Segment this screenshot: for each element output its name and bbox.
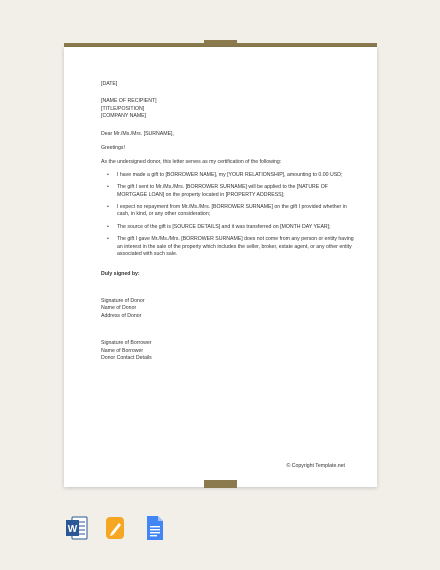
recipient-company: [COMPANY NAME]	[101, 113, 147, 120]
recipient-title: [TITLE/POSITION]	[101, 105, 145, 112]
intro-paragraph: As the undersigned donor, this letter serves as my certification of the following:	[101, 159, 282, 166]
list-item: • I expect no repayment from Mr./Ms./Mrs. [BORROWER SURNAME] on the gift I provided whether in cash, in kind, or any other consideration;	[107, 204, 347, 218]
list-item: • The gift I sent to Mr./Ms./Mrs. [BORROWER SURNAME] will be applied to the [NATURE OF MORTGAGE LOAN] on the property located in [PROPERTY ADDRESS];	[107, 184, 328, 198]
borrower-contact: Donor Contact Details	[101, 354, 152, 361]
borrower-name: Name of Borrower	[101, 347, 144, 354]
copyright-text: © Copyright Template.net	[286, 463, 345, 469]
salutation: Dear Mr./Ms./Mrs. [SURNAME],	[101, 130, 174, 137]
bullet-icon: •	[107, 223, 109, 230]
bullet-icon: •	[107, 236, 109, 243]
duly-signed-heading: Duly signed by:	[101, 270, 140, 277]
list-item: • The gift I gave Mr./Ms./Mrs. [BORROWER SURNAME] does not come from any person or entity having an interest in the sale of the property which includes the seller, broker, estate agent, or any other entity associated with such sale.	[107, 236, 354, 258]
letter-body	[101, 81, 357, 362]
greeting: Greetings!	[101, 145, 125, 152]
google-docs-icon[interactable]	[144, 515, 166, 541]
donor-signature: Signature of Donor	[101, 297, 145, 304]
word-letter: W	[67, 524, 78, 535]
word-icon[interactable]	[66, 515, 88, 541]
list-item: • I have made a gift to [BORROWER NAME], my [YOUR RELATIONSHIP], amounting to 0.00 USD;	[107, 171, 343, 178]
letter-date: [DATE]	[101, 81, 118, 87]
donor-address: Address of Donor	[101, 312, 142, 319]
bullet-icon: •	[107, 184, 109, 191]
document-page	[64, 47, 377, 487]
recipient-name: [NAME OF RECIPIENT]	[101, 98, 157, 105]
bullet-icon: •	[107, 171, 109, 178]
pages-icon[interactable]	[104, 515, 126, 541]
certification-list	[101, 172, 357, 259]
donor-name: Name of Donor	[101, 305, 137, 312]
page-bottom-tab	[204, 480, 237, 488]
borrower-signature: Signature of Borrower	[101, 340, 152, 347]
list-item: • The source of the gift is [SOURCE DETAILS] and it was transferred on [MONTH DAY YEAR];	[107, 223, 331, 230]
bullet-icon: •	[107, 204, 109, 211]
